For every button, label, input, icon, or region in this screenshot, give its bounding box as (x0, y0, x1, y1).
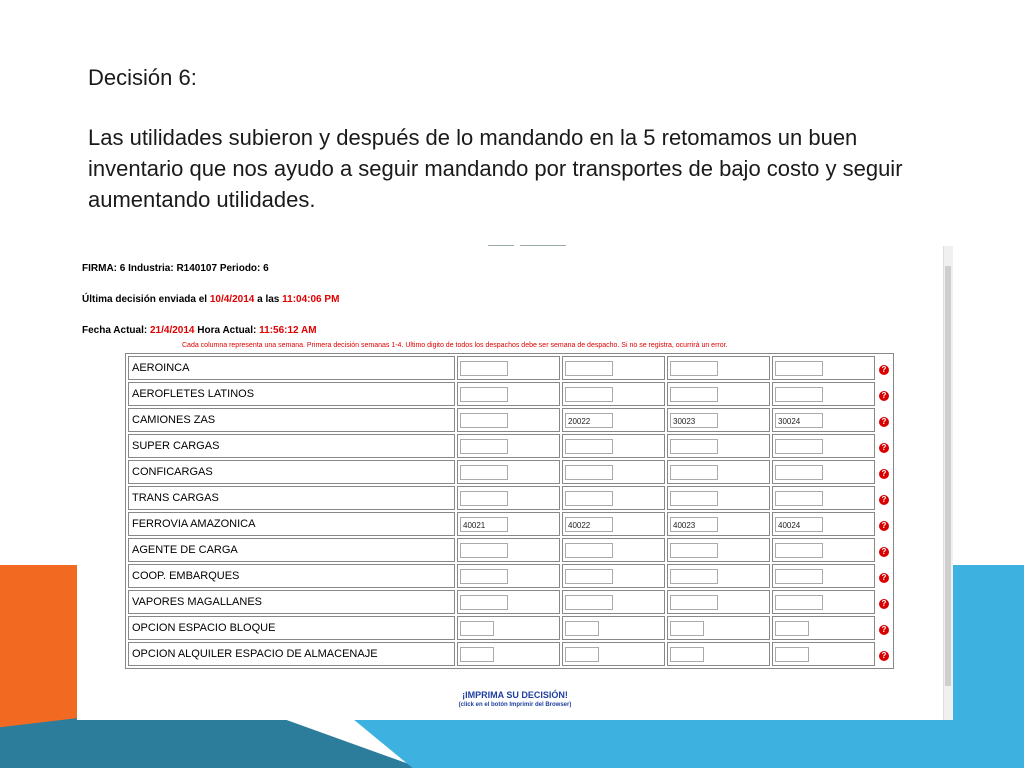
week-2-input[interactable] (565, 361, 613, 376)
week-4-input[interactable] (775, 465, 823, 480)
week-3-input[interactable] (670, 491, 718, 506)
help-icon[interactable]: ? (879, 651, 889, 661)
week-cell (457, 356, 560, 380)
embedded-screenshot (77, 246, 953, 720)
week-4-input[interactable]: 30024 (775, 413, 823, 428)
current-date-value: 21/4/2014 (149, 325, 195, 336)
help-icon[interactable]: ? (879, 365, 889, 375)
week-cell (562, 356, 665, 380)
week-cell (562, 512, 665, 536)
help-icon[interactable]: ? (879, 495, 889, 505)
help-cell (877, 642, 891, 666)
table-row (128, 642, 891, 666)
week-cell (667, 434, 770, 458)
week-3-input[interactable] (670, 439, 718, 454)
last-decision-date: 10/4/2014 (209, 294, 255, 305)
help-icon[interactable]: ? (879, 469, 889, 479)
week-4-input[interactable] (775, 361, 823, 376)
table-row (128, 408, 891, 432)
week-2-input[interactable] (565, 647, 599, 662)
week-cell (457, 616, 560, 640)
table-row (128, 460, 891, 484)
week-cell (772, 434, 875, 458)
week-1-input[interactable]: 40021 (460, 517, 508, 532)
week-3-input[interactable] (670, 543, 718, 558)
week-3-input[interactable] (670, 647, 704, 662)
help-icon[interactable]: ? (879, 417, 889, 427)
table-row (128, 356, 891, 380)
current-date-label: Fecha Actual: (82, 325, 148, 336)
carrier-name: CAMIONES ZAS (128, 408, 455, 432)
last-decision-label: Última decisión enviada el (82, 294, 208, 305)
help-cell (877, 538, 891, 562)
week-2-input[interactable] (565, 387, 613, 402)
carrier-name: FERROVIA AMAZONICA (128, 512, 455, 536)
week-cell (772, 460, 875, 484)
print-decision-label: ¡IMPRIMA SU DECISIÓN! (462, 690, 568, 700)
table-row (128, 512, 891, 536)
week-cell (667, 356, 770, 380)
help-cell (877, 434, 891, 458)
slide-title: Decisión 6: (88, 65, 197, 90)
help-cell (877, 512, 891, 536)
vertical-scrollbar[interactable] (943, 246, 953, 720)
week-4-input[interactable] (775, 595, 823, 610)
carrier-name: AGENTE DE CARGA (128, 538, 455, 562)
carrier-name: AEROINCA (128, 356, 455, 380)
instruction-note: Cada columna representa una semana. Primera decisión semanas 1-4. Ultimo digito de todos los despachos debe ser semana de despacho. Si no se registra, ocurrirá un error. (182, 342, 728, 349)
help-icon[interactable]: ? (879, 625, 889, 635)
week-cell (457, 590, 560, 614)
transport-decision-table (125, 353, 894, 669)
week-cell (667, 564, 770, 588)
week-1-input[interactable] (460, 387, 508, 402)
week-cell (457, 434, 560, 458)
current-date-info (82, 325, 317, 336)
firm-info: FIRMA: 6 Industria: R140107 Periodo: 6 (82, 263, 269, 274)
week-2-input[interactable] (565, 465, 613, 480)
week-cell (772, 486, 875, 510)
help-cell (877, 564, 891, 588)
week-cell (772, 512, 875, 536)
current-time-value: 11:56:12 AM (259, 325, 317, 336)
week-3-input[interactable] (670, 361, 718, 376)
carrier-name: COOP. EMBARQUES (128, 564, 455, 588)
last-decision-time: 11:04:06 PM (282, 294, 340, 305)
week-cell (457, 486, 560, 510)
carrier-name: OPCION ALQUILER ESPACIO DE ALMACENAJE (128, 642, 455, 666)
table-row (128, 486, 891, 510)
week-1-input[interactable] (460, 465, 508, 480)
help-icon[interactable]: ? (879, 443, 889, 453)
week-3-input[interactable] (670, 621, 704, 636)
table-row (128, 590, 891, 614)
week-2-input[interactable] (565, 439, 613, 454)
week-1-input[interactable] (460, 595, 508, 610)
week-cell (562, 486, 665, 510)
week-2-input[interactable] (565, 621, 599, 636)
week-4-input[interactable] (775, 647, 809, 662)
carrier-name: CONFICARGAS (128, 460, 455, 484)
week-4-input[interactable]: 40024 (775, 517, 823, 532)
week-2-input[interactable] (565, 491, 613, 506)
week-cell (457, 408, 560, 432)
week-cell (772, 616, 875, 640)
help-icon[interactable]: ? (879, 573, 889, 583)
print-hint: (click en el botón Imprimir del Browser) (458, 702, 572, 708)
help-cell (877, 486, 891, 510)
scrollbar-thumb[interactable] (945, 266, 951, 686)
carrier-name: TRANS CARGAS (128, 486, 455, 510)
week-2-input[interactable] (565, 569, 613, 584)
table-row (128, 382, 891, 406)
week-cell (667, 616, 770, 640)
week-cell (457, 642, 560, 666)
week-4-input[interactable] (775, 387, 823, 402)
table-row (128, 564, 891, 588)
week-cell (562, 408, 665, 432)
week-cell (562, 434, 665, 458)
week-cell (562, 460, 665, 484)
week-3-input[interactable] (670, 465, 718, 480)
week-2-input[interactable]: 20022 (565, 413, 613, 428)
help-cell (877, 356, 891, 380)
help-cell (877, 616, 891, 640)
carrier-name: OPCION ESPACIO BLOQUE (128, 616, 455, 640)
week-3-input[interactable]: 40023 (670, 517, 718, 532)
help-icon[interactable]: ? (879, 547, 889, 557)
week-2-input[interactable] (565, 595, 613, 610)
week-cell (667, 460, 770, 484)
week-cell (457, 538, 560, 562)
week-cell (667, 408, 770, 432)
week-4-input[interactable] (775, 491, 823, 506)
week-cell (772, 564, 875, 588)
week-cell (667, 538, 770, 562)
carrier-name: VAPORES MAGALLANES (128, 590, 455, 614)
week-cell (772, 590, 875, 614)
week-cell (457, 512, 560, 536)
week-1-input[interactable] (460, 491, 508, 506)
week-cell (562, 382, 665, 406)
carrier-name: AEROFLETES LATINOS (128, 382, 455, 406)
week-cell (562, 564, 665, 588)
week-cell (562, 642, 665, 666)
week-3-input[interactable] (670, 569, 718, 584)
table-row (128, 616, 891, 640)
week-2-input[interactable]: 40022 (565, 517, 613, 532)
slide-body-text: Las utilidades subieron y después de lo mandando en la 5 retomamos un buen inventario que nos ayudo a seguir mandando por transportes de bajo costo y seguir aumentando utilidades. (88, 125, 903, 212)
week-3-input[interactable]: 30023 (670, 413, 718, 428)
help-icon[interactable]: ? (879, 599, 889, 609)
table-row (128, 434, 891, 458)
week-1-input[interactable] (460, 361, 508, 376)
help-icon[interactable]: ? (879, 391, 889, 401)
week-1-input[interactable] (460, 621, 494, 636)
week-2-input[interactable] (565, 543, 613, 558)
week-4-input[interactable] (775, 439, 823, 454)
help-cell (877, 590, 891, 614)
week-cell (667, 590, 770, 614)
week-cell (562, 590, 665, 614)
week-cell (457, 382, 560, 406)
week-cell (772, 538, 875, 562)
help-icon[interactable]: ? (879, 521, 889, 531)
carrier-name: SUPER CARGAS (128, 434, 455, 458)
last-decision-at: a las (257, 294, 280, 305)
help-cell (877, 460, 891, 484)
week-4-input[interactable] (775, 543, 823, 558)
week-cell (772, 382, 875, 406)
week-cell (667, 512, 770, 536)
week-cell (562, 616, 665, 640)
week-cell (562, 538, 665, 562)
week-cell (772, 356, 875, 380)
help-cell (877, 408, 891, 432)
week-cell (457, 564, 560, 588)
current-time-label: Hora Actual: (197, 325, 257, 336)
week-1-input[interactable] (460, 413, 508, 428)
week-cell (667, 642, 770, 666)
help-cell (877, 382, 891, 406)
week-cell (772, 408, 875, 432)
week-cell (667, 382, 770, 406)
week-4-input[interactable] (775, 569, 823, 584)
week-1-input[interactable] (460, 439, 508, 454)
week-cell (772, 642, 875, 666)
last-decision-info (82, 294, 339, 305)
week-1-input[interactable] (460, 543, 508, 558)
week-3-input[interactable] (670, 387, 718, 402)
week-1-input[interactable] (460, 647, 494, 662)
week-4-input[interactable] (775, 621, 809, 636)
week-1-input[interactable] (460, 569, 508, 584)
table-row (128, 538, 891, 562)
week-3-input[interactable] (670, 595, 718, 610)
week-cell (457, 460, 560, 484)
week-cell (667, 486, 770, 510)
